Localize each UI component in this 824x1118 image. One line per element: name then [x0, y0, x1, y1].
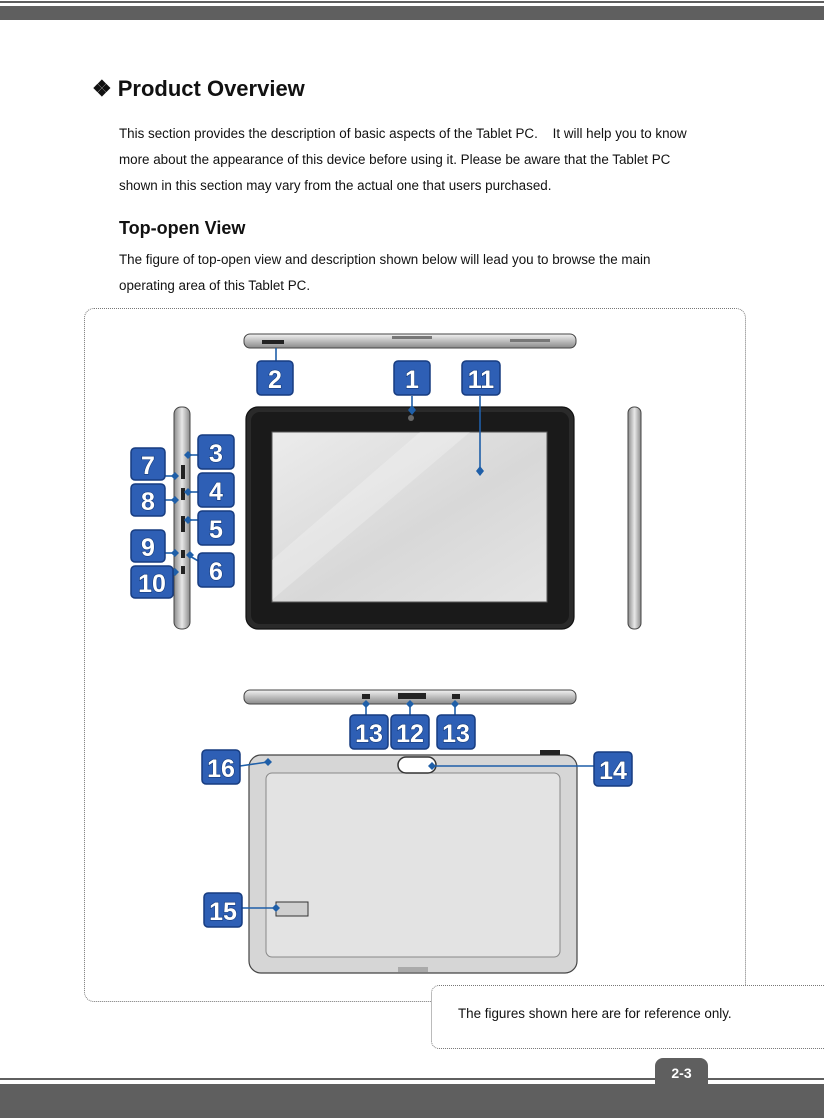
svg-text:4: 4 [209, 478, 223, 506]
svg-text:16: 16 [207, 755, 235, 783]
callout-16 [202, 750, 240, 784]
intro-line: more about the appearance of this device before using it. Please be aware that the Tablet PC [119, 152, 671, 167]
front-view [246, 407, 574, 629]
callout-6 [198, 553, 234, 587]
svg-text:12: 12 [396, 720, 424, 748]
right-side-view [628, 407, 641, 629]
callout-15 [204, 893, 242, 927]
note-text: The figures shown here are for reference only. [458, 1006, 732, 1021]
svg-text:13: 13 [355, 720, 383, 748]
svg-text:14: 14 [599, 757, 627, 785]
callout-1 [394, 361, 430, 395]
callout-8 [131, 484, 165, 516]
callout-3 [198, 435, 234, 469]
callout-12 [391, 715, 429, 749]
callout-10 [131, 566, 173, 598]
svg-text:2: 2 [268, 366, 282, 394]
callout-7 [131, 448, 165, 480]
callout-9 [131, 530, 165, 562]
back-view [249, 750, 577, 973]
svg-text:1: 1 [405, 366, 419, 394]
svg-text:7: 7 [141, 452, 155, 480]
section-line: operating area of this Tablet PC. [119, 278, 311, 293]
intro-line: shown in this section may vary from the actual one that users purchased. [119, 178, 552, 193]
svg-text:10: 10 [138, 570, 166, 598]
svg-text:11: 11 [467, 366, 495, 394]
svg-text:6: 6 [209, 558, 223, 586]
top-edge-view [244, 334, 576, 348]
svg-text:9: 9 [141, 534, 155, 562]
svg-text:15: 15 [209, 898, 237, 926]
callout-4 [198, 473, 234, 507]
svg-text:3: 3 [209, 440, 223, 468]
svg-text:8: 8 [141, 488, 155, 516]
footer-bar [0, 1084, 824, 1118]
callout-2 [257, 361, 293, 395]
svg-text:5: 5 [209, 516, 223, 544]
callout-13-right [437, 715, 475, 749]
page-number: 2-3 [655, 1058, 708, 1086]
callout-14 [594, 752, 632, 786]
section-line: The figure of top-open view and description shown below will lead you to browse the main [119, 252, 651, 267]
callout-5 [198, 511, 234, 545]
svg-text:13: 13 [442, 720, 470, 748]
callout-11 [462, 361, 500, 395]
callout-13-left [350, 715, 388, 749]
intro-line: This section provides the description of basic aspects of the Tablet PC. It will help you to know [119, 126, 687, 141]
page-title-text: Product Overview [117, 76, 305, 101]
diamond-bullet-icon: ❖ [92, 76, 112, 101]
section-heading: Top-open View [119, 218, 246, 238]
